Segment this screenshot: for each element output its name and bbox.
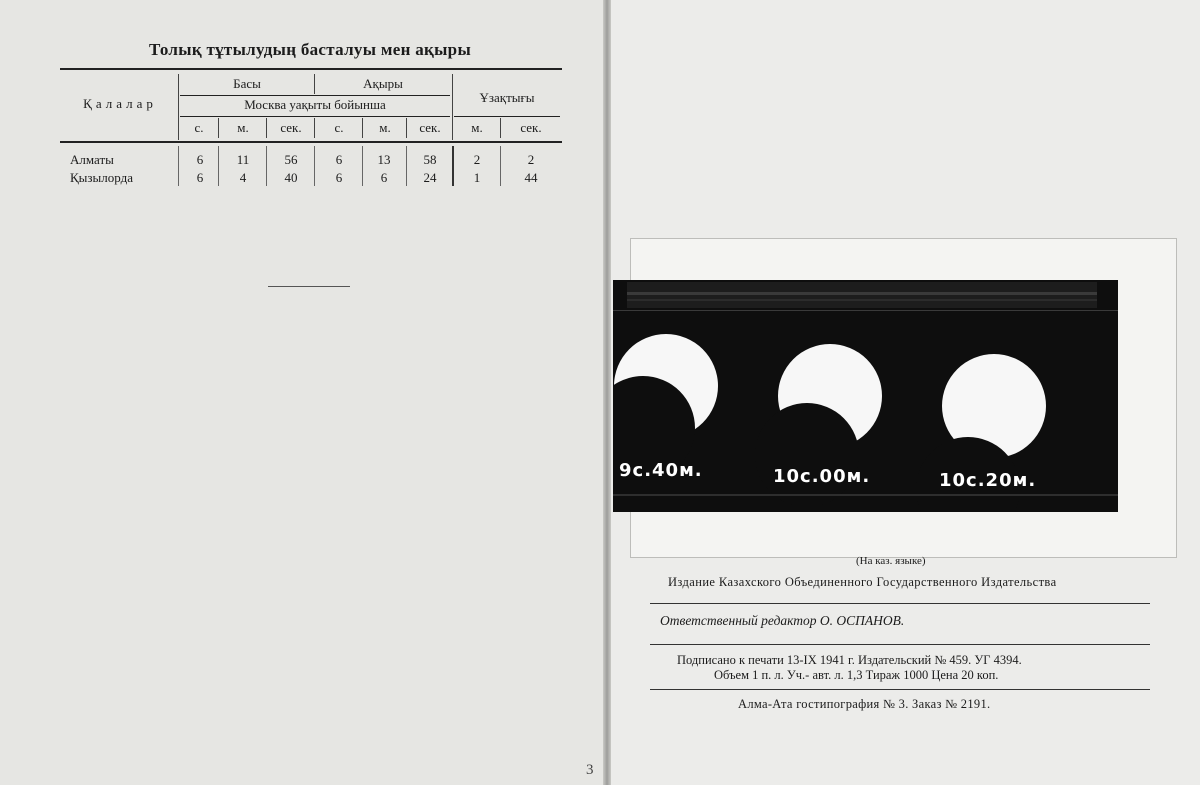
unit-minutes: м.: [379, 120, 391, 135]
caption-phase-3: 10с.20м.: [939, 470, 1037, 491]
end-hours: 6: [335, 170, 343, 185]
header-divider: [406, 118, 407, 138]
moscow-time-header: Москва уақыты бойынша: [244, 97, 386, 112]
end-minutes: 13: [377, 152, 391, 167]
publisher-line: Издание Казахского Объединенного Государственного Издательства: [668, 575, 1057, 589]
cities-header: Қалалар: [83, 96, 157, 111]
table-header-rule: [60, 141, 562, 143]
unit-minutes: м.: [237, 120, 249, 135]
city-name: Алматы: [70, 152, 114, 167]
row-divider: [452, 146, 454, 186]
row-divider: [500, 146, 501, 186]
header-divider: [314, 74, 315, 94]
print-details-line-1: Подписано к печати 13-IX 1941 г. Издательский № 459. УГ 4394.: [677, 653, 1022, 667]
start-hours: 6: [196, 152, 204, 167]
duration-seconds: 2: [527, 152, 535, 167]
caption-phase-2: 10с.00м.: [773, 466, 871, 487]
table-title: Толық тұтылудың басталуы мен ақыры: [148, 40, 472, 59]
start-minutes: 11: [236, 152, 250, 167]
start-seconds: 40: [284, 170, 298, 185]
duration-header: Ұзақтығы: [479, 90, 535, 105]
header-divider: [500, 118, 501, 138]
header-divider: [178, 74, 179, 140]
imprint-rule: [650, 644, 1150, 645]
printer-line: Алма-Ата гостипография № 3. Заказ № 2191.: [738, 697, 991, 711]
moscow-time-rule: [180, 116, 450, 117]
row-divider: [314, 146, 315, 186]
duration-seconds: 44: [524, 170, 538, 185]
header-divider: [218, 118, 219, 138]
header-divider: [266, 118, 267, 138]
end-hours: 6: [335, 152, 343, 167]
imprint-rule: [650, 603, 1150, 604]
editor-line: Ответственный редактор О. ОСПАНОВ.: [660, 613, 905, 628]
start-end-rule: [180, 95, 450, 96]
book-gutter: [603, 0, 611, 785]
end-seconds: 58: [423, 152, 437, 167]
start-seconds: 56: [284, 152, 298, 167]
duration-minutes: 2: [473, 152, 481, 167]
eclipse-photo-strip: [613, 280, 1118, 512]
start-minutes: 4: [239, 170, 247, 185]
row-divider: [406, 146, 407, 186]
header-divider: [362, 118, 363, 138]
start-hours: 6: [196, 170, 204, 185]
table-top-rule: [60, 68, 562, 70]
start-header: Басы: [233, 76, 261, 91]
header-divider: [452, 74, 453, 140]
duration-rule: [454, 116, 560, 117]
end-minutes: 6: [380, 170, 388, 185]
row-divider: [266, 146, 267, 186]
unit-seconds: сек.: [419, 120, 441, 135]
end-header: Ақыры: [363, 76, 403, 91]
header-divider: [314, 118, 315, 138]
row-divider: [178, 146, 179, 186]
page-number: 3: [586, 762, 594, 778]
unit-minutes: м.: [471, 120, 483, 135]
city-name: Қызылорда: [70, 170, 133, 185]
eclipse-timing-table: [60, 68, 562, 198]
unit-seconds: сек.: [280, 120, 302, 135]
print-details-line-2: Объем 1 п. л. Уч.- авт. л. 1,3 Тираж 1000 Цена 20 коп.: [714, 668, 999, 682]
unit-seconds: сек.: [520, 120, 542, 135]
duration-minutes: 1: [473, 170, 481, 185]
row-divider: [362, 146, 363, 186]
section-rule: [268, 286, 350, 287]
imprint-rule: [650, 689, 1150, 690]
language-note: (На каз. языке): [856, 555, 926, 567]
unit-hours: с.: [194, 120, 204, 135]
unit-hours: с.: [334, 120, 344, 135]
caption-phase-1: 9с.40м.: [619, 460, 703, 481]
end-seconds: 24: [423, 170, 437, 185]
